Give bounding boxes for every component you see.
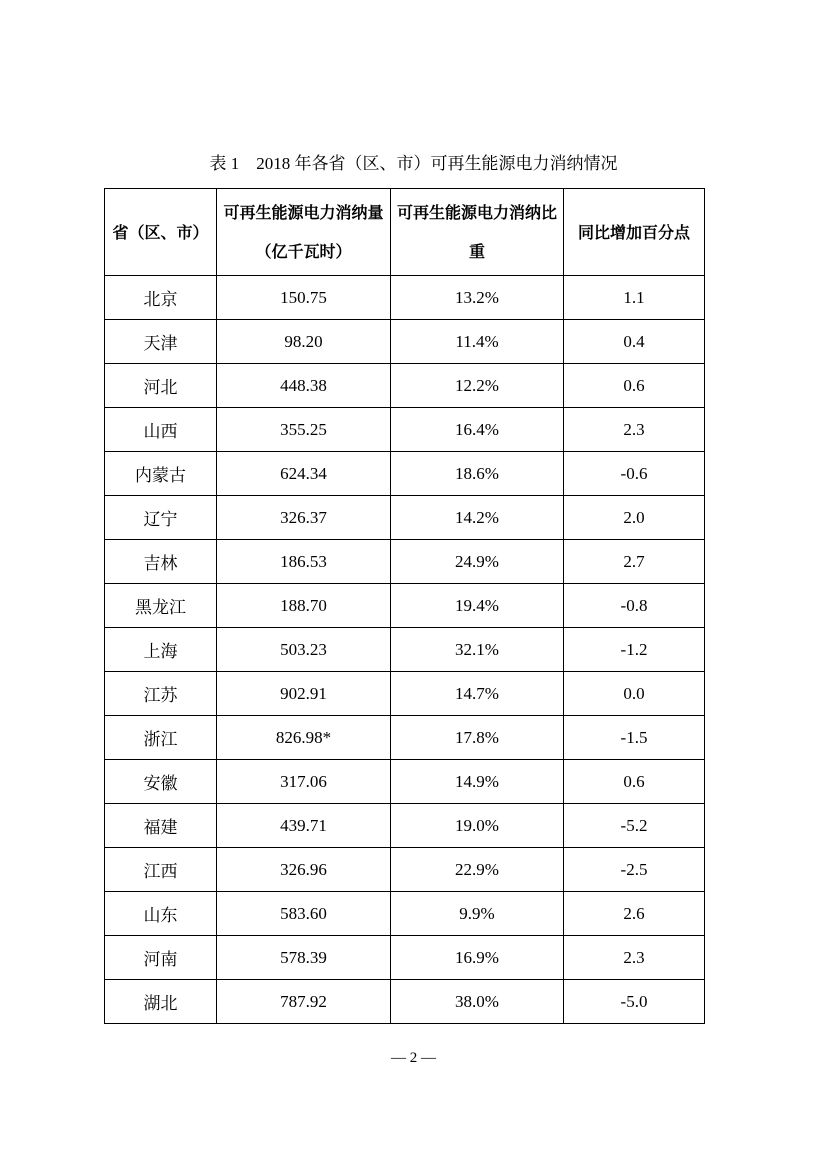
header-consumption: 可再生能源电力消纳量（亿千瓦时） <box>217 189 391 276</box>
cell-consumption: 98.20 <box>217 320 391 364</box>
cell-consumption: 578.39 <box>217 936 391 980</box>
cell-yoy-change: -5.0 <box>564 980 705 1024</box>
cell-province: 黑龙江 <box>105 584 217 628</box>
table-row <box>105 892 705 936</box>
header-province: 省（区、市） <box>105 189 217 276</box>
cell-yoy-change: 2.7 <box>564 540 705 584</box>
table-row <box>105 628 705 672</box>
cell-yoy-change: 1.1 <box>564 276 705 320</box>
cell-share: 9.9% <box>391 892 564 936</box>
cell-consumption: 624.34 <box>217 452 391 496</box>
cell-yoy-change: -1.2 <box>564 628 705 672</box>
cell-province: 辽宁 <box>105 496 217 540</box>
cell-share: 14.7% <box>391 672 564 716</box>
cell-consumption: 355.25 <box>217 408 391 452</box>
cell-consumption: 326.96 <box>217 848 391 892</box>
cell-share: 14.2% <box>391 496 564 540</box>
table-row <box>105 276 705 320</box>
cell-yoy-change: -5.2 <box>564 804 705 848</box>
cell-province: 江西 <box>105 848 217 892</box>
page-number: — 2 — <box>391 1050 436 1066</box>
cell-share: 17.8% <box>391 716 564 760</box>
table-row <box>105 804 705 848</box>
table-row <box>105 584 705 628</box>
cell-yoy-change: -2.5 <box>564 848 705 892</box>
cell-consumption: 439.71 <box>217 804 391 848</box>
table-body <box>105 276 705 1024</box>
cell-consumption: 188.70 <box>217 584 391 628</box>
table-row <box>105 980 705 1024</box>
cell-province: 江苏 <box>105 672 217 716</box>
cell-province: 河南 <box>105 936 217 980</box>
cell-yoy-change: 2.6 <box>564 892 705 936</box>
cell-consumption: 186.53 <box>217 540 391 584</box>
cell-consumption: 902.91 <box>217 672 391 716</box>
cell-share: 22.9% <box>391 848 564 892</box>
table-row <box>105 848 705 892</box>
cell-consumption: 787.92 <box>217 980 391 1024</box>
cell-share: 38.0% <box>391 980 564 1024</box>
cell-consumption: 150.75 <box>217 276 391 320</box>
table-row <box>105 320 705 364</box>
table-header <box>105 189 705 276</box>
table-row <box>105 672 705 716</box>
cell-province: 安徽 <box>105 760 217 804</box>
cell-yoy-change: 2.3 <box>564 936 705 980</box>
cell-province: 浙江 <box>105 716 217 760</box>
header-yoy-change: 同比增加百分点 <box>564 189 705 276</box>
table-row <box>105 452 705 496</box>
table-caption: 表 1 2018 年各省（区、市）可再生能源电力消纳情况 <box>209 154 618 173</box>
cell-share: 16.4% <box>391 408 564 452</box>
consumption-table <box>104 188 705 1024</box>
cell-province: 北京 <box>105 276 217 320</box>
cell-province: 天津 <box>105 320 217 364</box>
cell-yoy-change: 0.0 <box>564 672 705 716</box>
cell-yoy-change: 0.6 <box>564 364 705 408</box>
cell-province: 河北 <box>105 364 217 408</box>
cell-yoy-change: -0.8 <box>564 584 705 628</box>
cell-yoy-change: 2.3 <box>564 408 705 452</box>
cell-share: 19.0% <box>391 804 564 848</box>
table-row <box>105 936 705 980</box>
table-row <box>105 760 705 804</box>
table-row <box>105 408 705 452</box>
cell-yoy-change: 0.4 <box>564 320 705 364</box>
cell-yoy-change: -1.5 <box>564 716 705 760</box>
cell-province: 吉林 <box>105 540 217 584</box>
cell-consumption: 503.23 <box>217 628 391 672</box>
cell-province: 福建 <box>105 804 217 848</box>
cell-share: 11.4% <box>391 320 564 364</box>
table-row <box>105 364 705 408</box>
cell-province: 上海 <box>105 628 217 672</box>
cell-consumption: 326.37 <box>217 496 391 540</box>
cell-province: 山西 <box>105 408 217 452</box>
table-row <box>105 716 705 760</box>
cell-yoy-change: 2.0 <box>564 496 705 540</box>
cell-share: 24.9% <box>391 540 564 584</box>
header-row <box>105 189 705 276</box>
header-share: 可再生能源电力消纳比重 <box>391 189 564 276</box>
cell-share: 16.9% <box>391 936 564 980</box>
cell-yoy-change: 0.6 <box>564 760 705 804</box>
cell-consumption: 583.60 <box>217 892 391 936</box>
cell-share: 13.2% <box>391 276 564 320</box>
cell-province: 内蒙古 <box>105 452 217 496</box>
cell-yoy-change: -0.6 <box>564 452 705 496</box>
cell-consumption: 826.98* <box>217 716 391 760</box>
cell-share: 18.6% <box>391 452 564 496</box>
cell-share: 14.9% <box>391 760 564 804</box>
cell-province: 山东 <box>105 892 217 936</box>
table-row <box>105 496 705 540</box>
table-row <box>105 540 705 584</box>
cell-share: 32.1% <box>391 628 564 672</box>
cell-share: 12.2% <box>391 364 564 408</box>
cell-share: 19.4% <box>391 584 564 628</box>
cell-province: 湖北 <box>105 980 217 1024</box>
cell-consumption: 317.06 <box>217 760 391 804</box>
cell-consumption: 448.38 <box>217 364 391 408</box>
